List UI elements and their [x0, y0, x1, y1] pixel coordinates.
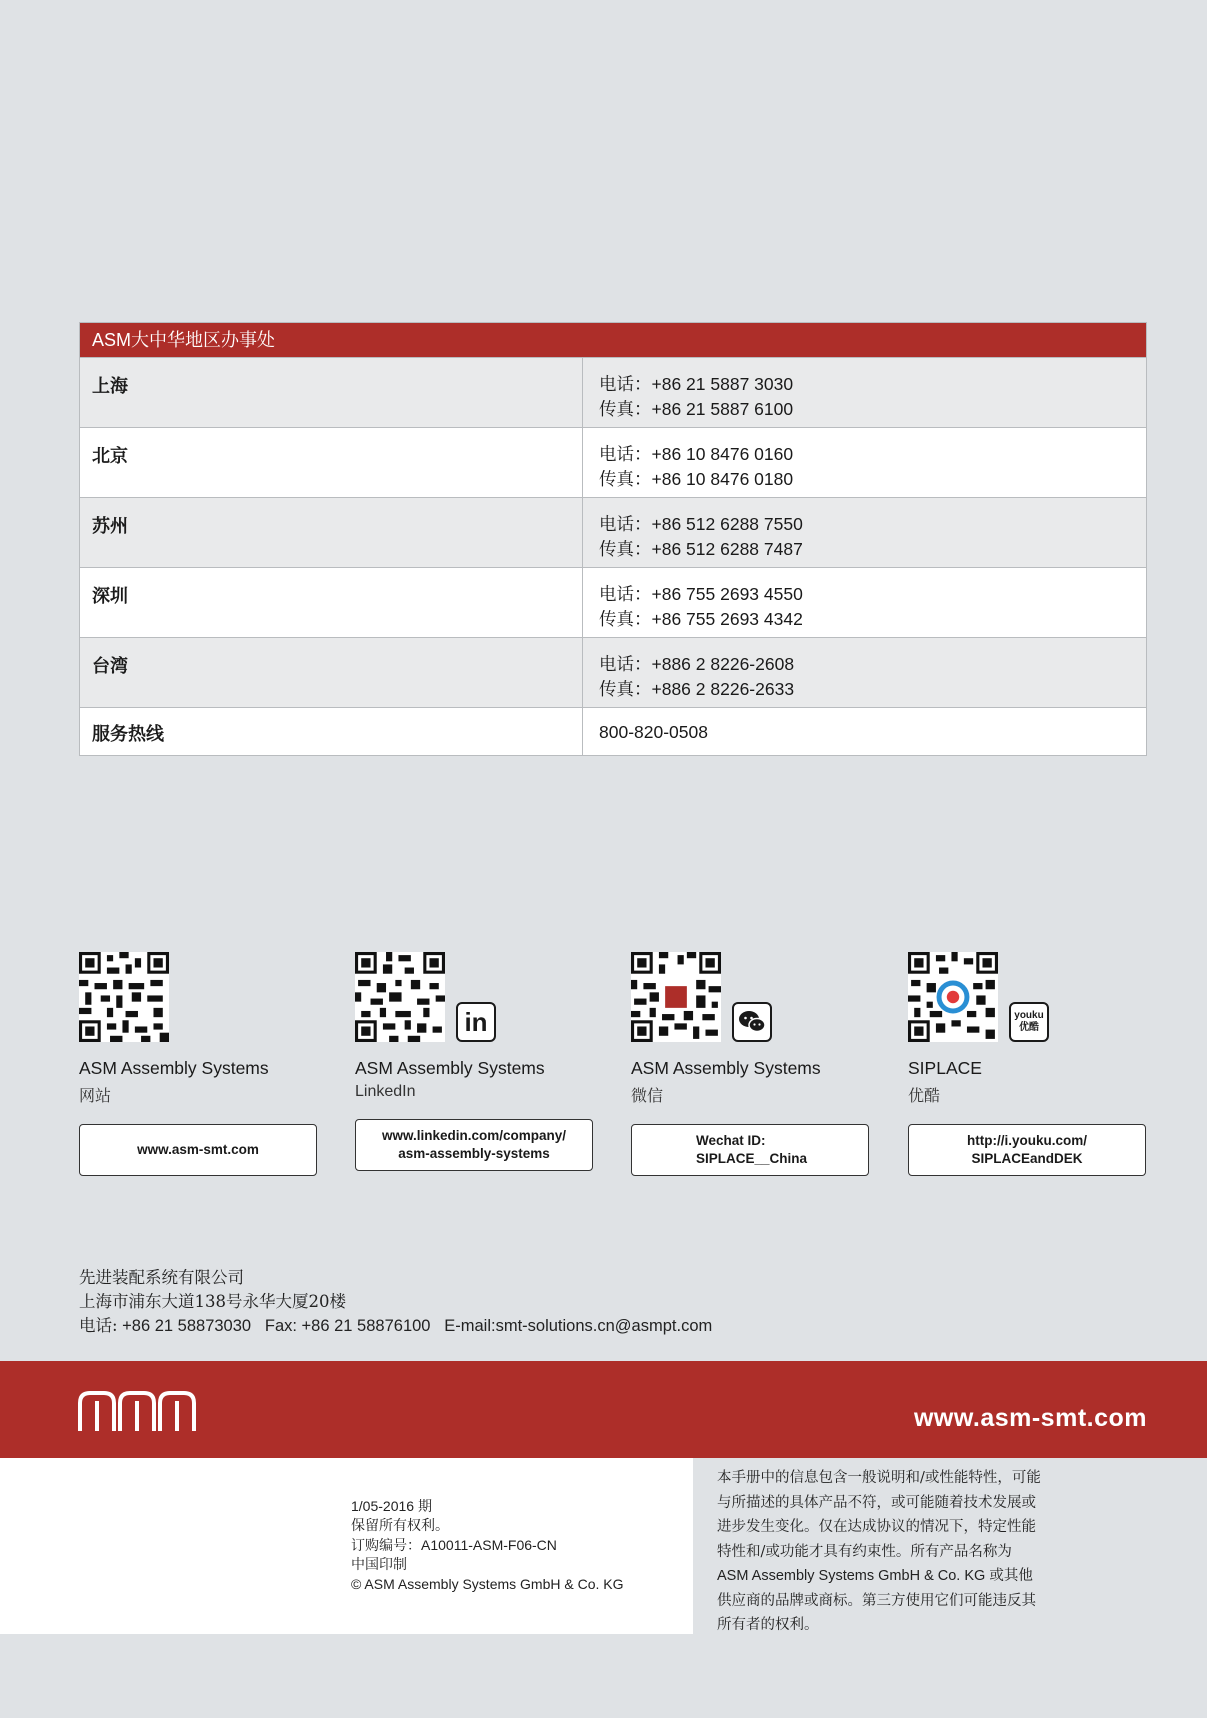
office-contact: [583, 358, 1146, 427]
edition-rights: 保留所有权利。: [351, 1517, 449, 1534]
tel-number: +86 755 2693 4550: [651, 584, 803, 604]
disclaimer-line: 进步发生变化。仅在达成协议的情况下，特定性能: [717, 1519, 1036, 1535]
disclaimer-line: ASM Assembly Systems GmbH & Co. KG 或其他: [717, 1568, 1033, 1584]
social-linkedin: [355, 952, 595, 1171]
youku-link[interactable]: [908, 1124, 1146, 1176]
social-wechat: [631, 952, 871, 1176]
fax-number: +886 2 8226-2633: [651, 679, 795, 699]
qr-code-icon: [355, 952, 445, 1042]
tel-label: 电话：: [599, 445, 652, 465]
office-row: [80, 567, 1146, 637]
youku-icon-text-cn: 优酷: [1019, 1022, 1039, 1033]
office-row: [80, 427, 1146, 497]
footer-url[interactable]: www.asm-smt.com: [913, 1404, 1147, 1432]
linkedin-link[interactable]: [355, 1119, 593, 1171]
qr-code-icon: [908, 952, 998, 1042]
offices-table-header: ASM大中华地区办事处: [80, 323, 1146, 357]
link-text-line2: SIPLACEandDEK: [971, 1151, 1083, 1166]
office-contact: [583, 428, 1146, 497]
disclaimer-line: 与所描述的具体产品不符，或可能随着技术发展或: [717, 1494, 1036, 1511]
social-subtitle: 微信: [631, 1086, 664, 1105]
company-info: [79, 1266, 712, 1338]
edition-info: [351, 1497, 624, 1595]
tel-number: +86 21 5887 3030: [651, 374, 794, 394]
office-city: 台湾: [80, 638, 583, 707]
tel-label: 电话：: [599, 655, 652, 675]
disclaimer: [717, 1466, 1073, 1638]
social-youku: [908, 952, 1148, 1176]
wechat-id-label: Wechat ID:: [696, 1133, 766, 1148]
wechat-glyph: [738, 1010, 766, 1034]
social-title: ASM Assembly Systems: [79, 1058, 269, 1078]
fax-number: +86 755 2693 4342: [651, 609, 803, 629]
office-row: [80, 637, 1146, 707]
hotline-label: 服务热线: [80, 708, 583, 755]
fax-label: 传真：: [599, 540, 652, 560]
fax-label: 传真：: [599, 610, 652, 630]
edition-printed: 中国印制: [351, 1556, 407, 1573]
company-email-label: E-mail:: [444, 1317, 496, 1335]
fax-label: 传真：: [599, 680, 652, 700]
footer-band: [0, 1361, 1207, 1458]
link-text-line1: www.linkedin.com/company/: [381, 1128, 567, 1143]
linkedin-icon: [456, 1002, 496, 1042]
asm-logo-icon: [78, 1391, 196, 1431]
youku-icon-text: youku: [1014, 1010, 1044, 1021]
social-website: [79, 952, 319, 1176]
fax-number: +86 10 8476 0180: [651, 469, 794, 489]
wechat-id-value: SIPLACE__China: [696, 1151, 808, 1166]
company-tel: +86 21 58873030: [122, 1317, 252, 1335]
company-tel-label: 电话:: [79, 1316, 118, 1335]
disclaimer-line: 所有者的权利。: [717, 1617, 819, 1633]
office-city: 苏州: [80, 498, 583, 567]
social-subtitle: 优酷: [908, 1086, 941, 1105]
edition-date: 1/05-2016 期: [351, 1498, 432, 1514]
company-contact: [79, 1314, 712, 1338]
tel-number: +86 10 8476 0160: [651, 444, 794, 464]
fax-label: 传真：: [599, 400, 652, 420]
hotline-number: 800-820-0508: [599, 722, 708, 742]
disclaimer-line: 特性和/或功能才具有约束性。所有产品名称为: [717, 1543, 1012, 1560]
offices-table: [79, 322, 1147, 756]
wechat-id-box[interactable]: [631, 1124, 869, 1176]
company-address: 上海市浦东大道138号永华大厦20楼: [79, 1292, 346, 1311]
website-link[interactable]: [79, 1124, 317, 1176]
social-subtitle: LinkedIn: [355, 1083, 416, 1100]
qr-code-icon: [631, 952, 721, 1042]
social-title: ASM Assembly Systems: [631, 1058, 821, 1078]
social-title: ASM Assembly Systems: [355, 1058, 545, 1078]
tel-label: 电话：: [599, 375, 652, 395]
tel-number: +886 2 8226-2608: [651, 654, 795, 674]
fax-number: +86 512 6288 7487: [651, 539, 803, 559]
qr-code-icon: [79, 952, 169, 1042]
company-fax: +86 21 58876100: [301, 1317, 431, 1335]
fax-label: 传真：: [599, 470, 652, 490]
tel-number: +86 512 6288 7550: [651, 514, 803, 534]
office-city: 上海: [80, 358, 583, 427]
company-fax-label: Fax:: [264, 1317, 297, 1335]
office-city: 深圳: [80, 568, 583, 637]
company-name: 先进装配系统有限公司: [79, 1268, 244, 1287]
hotline-row: [80, 707, 1146, 755]
social-subtitle: 网站: [79, 1086, 112, 1105]
office-row: [80, 357, 1146, 427]
company-email[interactable]: smt-solutions.cn@asmpt.com: [495, 1317, 713, 1335]
link-text-line1: http://i.youku.com/: [967, 1133, 1087, 1148]
office-contact: [583, 498, 1146, 567]
office-contact: [583, 638, 1146, 707]
tel-label: 电话：: [599, 515, 652, 535]
link-text-line2: asm-assembly-systems: [398, 1146, 550, 1161]
office-contact: [583, 568, 1146, 637]
youku-icon: [1009, 1002, 1049, 1042]
disclaimer-line: 供应商的品牌或商标。第三方使用它们可能违反其: [717, 1592, 1036, 1609]
link-text: www.asm-smt.com: [137, 1142, 259, 1157]
wechat-icon: [732, 1002, 772, 1042]
fax-number: +86 21 5887 6100: [651, 399, 794, 419]
tel-label: 电话：: [599, 585, 652, 605]
office-city: 北京: [80, 428, 583, 497]
disclaimer-line: 本手册中的信息包含一般说明和/或性能特性，可能: [717, 1470, 1041, 1486]
office-row: [80, 497, 1146, 567]
linkedin-icon-text: in: [464, 1006, 488, 1037]
edition-order-number: 订购编号：A10011-ASM-F06-CN: [351, 1537, 557, 1553]
social-title: SIPLACE: [908, 1058, 982, 1078]
edition-copyright: © ASM Assembly Systems GmbH & Co. KG: [351, 1576, 624, 1592]
